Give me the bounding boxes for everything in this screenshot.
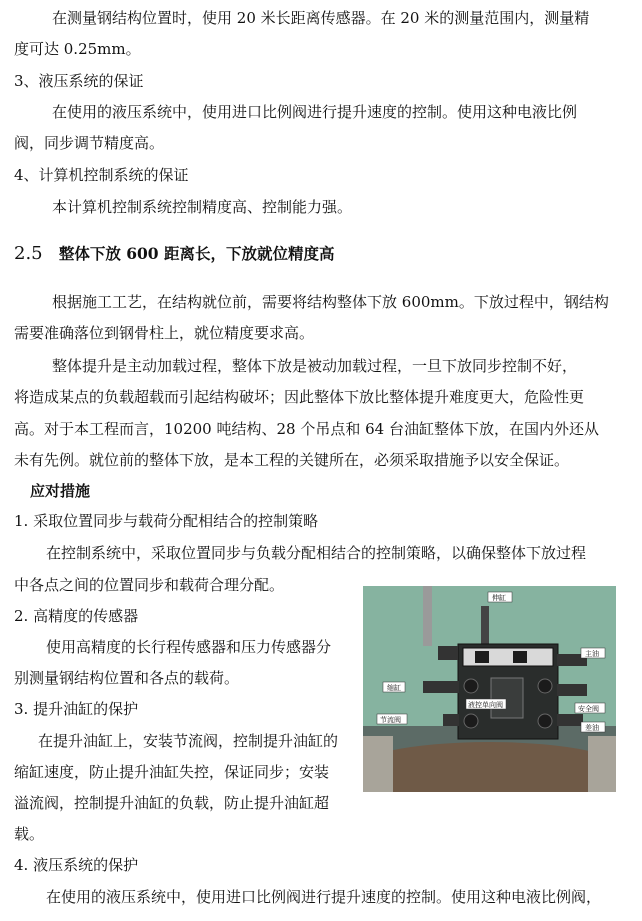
list-heading: 1. 采取位置同步与载荷分配相结合的控制策略 <box>14 512 319 530</box>
valve-block-photo <box>363 586 616 792</box>
paragraph-line: 将造成某点的负载超载而引起结构破坏；因此整体下放比整体提升难度更大，危险性更 <box>14 388 585 406</box>
paragraph-line: 在测量钢结构位置时，使用 20 米长距离传感器。在 20 米的测量范围内，测量精 <box>52 9 590 27</box>
label-check-valve: 液控单向阀 <box>468 701 503 709</box>
paragraph-line: 别测量钢结构位置和各点的载荷。 <box>14 669 240 687</box>
label-throttle-valve: 节流阀 <box>380 716 401 724</box>
paragraph-line: 在使用的液压系统中，使用进口比例阀进行提升速度的控制。使用这种电液比例 <box>52 103 578 121</box>
paragraph-line: 使用高精度的长行程传感器和压力传感器分 <box>46 638 332 656</box>
list-heading: 4. 液压系统的保护 <box>14 856 139 874</box>
list-heading: 3. 提升油缸的保护 <box>14 700 139 718</box>
label-main-oil: 主油 <box>585 650 599 658</box>
paragraph-line: 需要准确落位到钢骨柱上，就位精度要求高。 <box>14 324 315 342</box>
paragraph-line: 阀，同步调节精度高。 <box>14 134 165 152</box>
paragraph-line: 缩缸速度，防止提升油缸失控，保证同步；安装 <box>14 763 330 781</box>
label-extend: 伸缸 <box>492 594 506 602</box>
paragraph-line: 载。 <box>14 825 45 843</box>
paragraph-line: 根据施工工艺，在结构就位前，需要将结构整体下放 600mm。下放过程中，钢结构 <box>52 293 609 311</box>
list-heading: 3、液压系统的保证 <box>14 72 144 90</box>
paragraph-line: 中各点之间的位置同步和载荷合理分配。 <box>14 576 285 594</box>
paragraph-line: 在提升油缸上，安装节流阀，控制提升油缸的 <box>38 732 339 750</box>
measures-heading: 应对措施 <box>30 482 91 500</box>
paragraph-line: 未有先例。就位前的整体下放，是本工程的关键所在，必须采取措施予以安全保证。 <box>14 451 570 469</box>
paragraph-line: 本计算机控制系统控制精度高、控制能力强。 <box>52 198 353 216</box>
list-heading: 2. 高精度的传感器 <box>14 607 139 625</box>
section-heading <box>14 244 335 264</box>
section-number: 2.5 <box>14 243 43 264</box>
valve-block-illustration <box>363 586 616 792</box>
label-retract: 缩缸 <box>387 684 401 692</box>
paragraph-line: 在使用的液压系统中，使用进口比例阀进行提升速度的控制。使用这种电液比例阀， <box>46 888 602 906</box>
paragraph-line: 高。对于本工程而言，10200 吨结构、28 个吊点和 64 台油缸整体下放，在国内外还从 <box>14 420 599 438</box>
paragraph-line: 溢流阀，控制提升油缸的负载，防止提升油缸超 <box>14 794 330 812</box>
paragraph-line: 度可达 0.25mm。 <box>14 40 141 58</box>
label-diff-oil: 差油 <box>585 724 599 732</box>
label-safety-valve: 安全阀 <box>578 705 599 713</box>
list-heading: 4、计算机控制系统的保证 <box>14 166 189 184</box>
paragraph-line: 整体提升是主动加载过程，整体下放是被动加载过程，一旦下放同步控制不好， <box>52 357 578 375</box>
paragraph-line: 在控制系统中，采取位置同步与负载分配相结合的控制策略，以确保整体下放过程 <box>46 544 587 562</box>
section-title: 整体下放 600 距离长，下放就位精度高 <box>58 244 335 263</box>
